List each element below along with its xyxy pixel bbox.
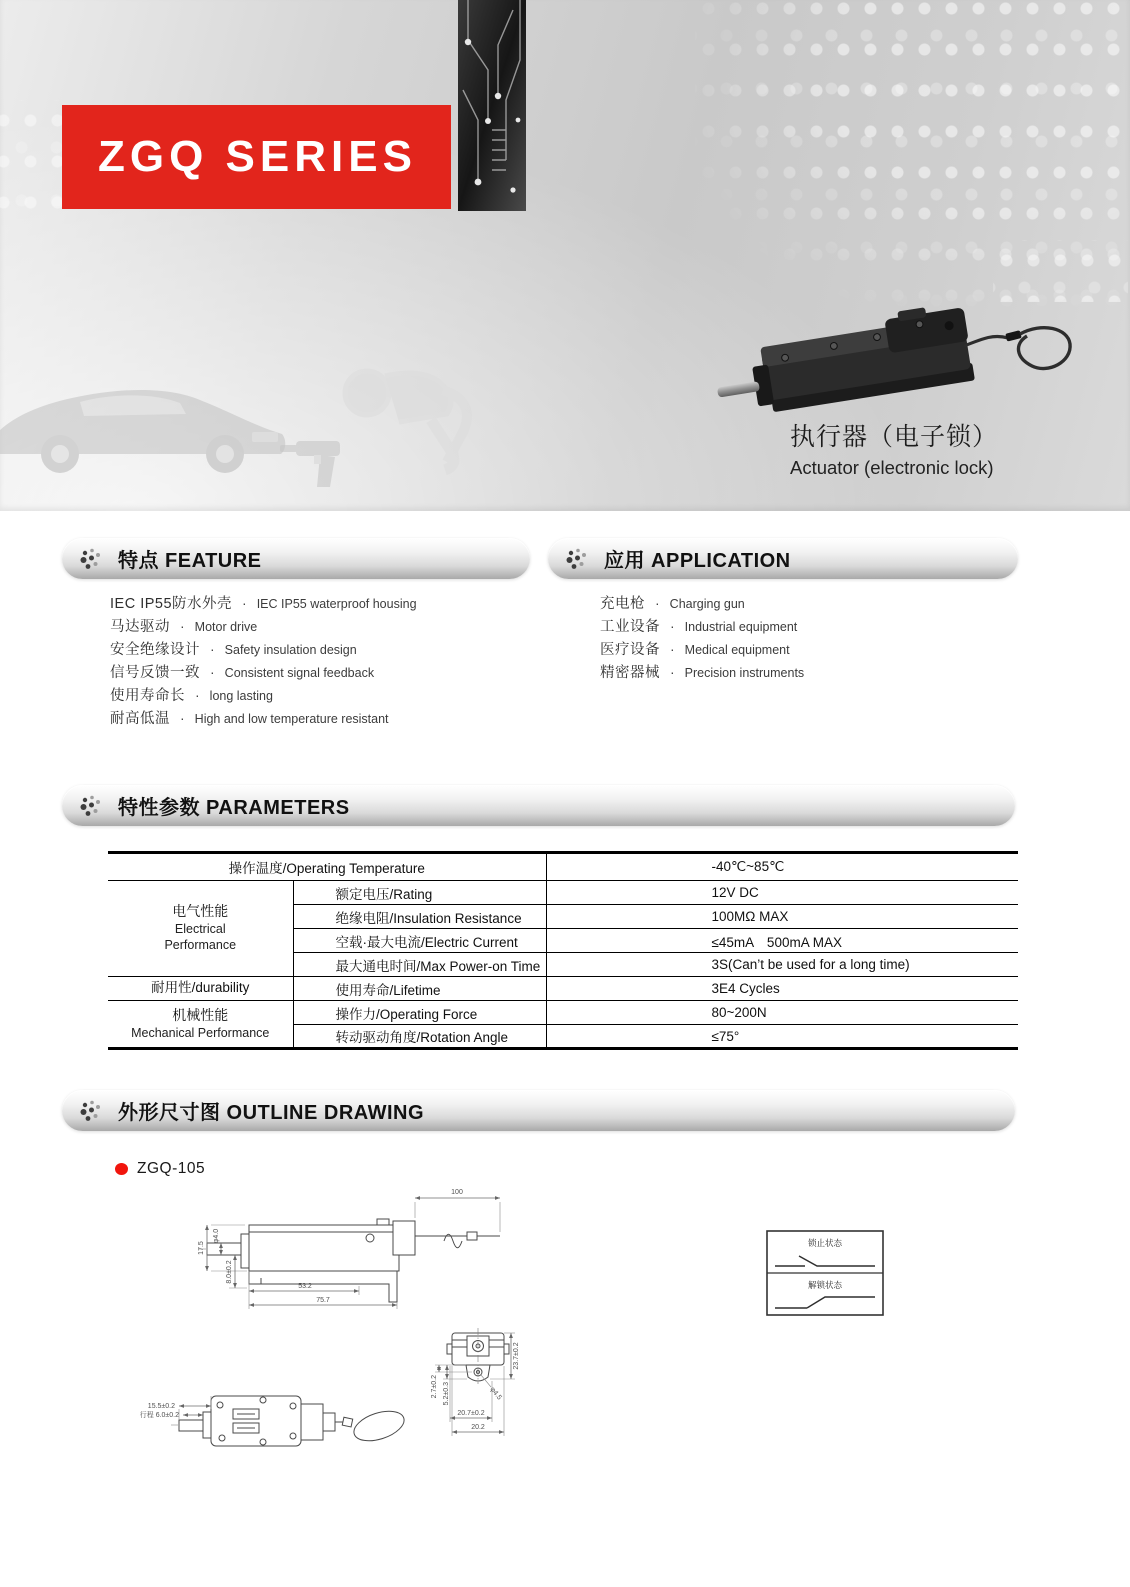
application-en: Medical equipment [684, 643, 790, 657]
dim-pin-length: 15.5±0.2 [147, 1403, 175, 1410]
feature-zh: 使用寿命长 [110, 688, 185, 704]
list-item [600, 661, 804, 684]
list-item [110, 615, 417, 638]
list-item [110, 661, 417, 684]
param-value: 3E4 Cycles [546, 977, 1018, 1001]
dot-separator: · [242, 595, 247, 611]
dim-end-hole: φ4.5 [488, 1385, 503, 1402]
param-label: 绝缘电阻/Insulation Resistance [293, 905, 546, 929]
feature-en: Consistent signal feedback [224, 666, 375, 680]
list-item [600, 592, 804, 615]
application-en: Industrial equipment [684, 620, 798, 634]
param-label: 使用寿命/Lifetime [293, 977, 546, 1001]
parameters-table [108, 851, 1018, 1050]
param-label: 空载·最大电流/Electric Current [293, 929, 546, 953]
param-label: 操作力/Operating Force [293, 1001, 546, 1025]
param-value: 100MΩ MAX [546, 905, 1018, 929]
end-view-drawing [431, 1328, 520, 1436]
param-value: ≤45mA 500mA MAX [546, 929, 1018, 953]
feature-list [110, 592, 417, 730]
group-zh: 机械性能 [172, 1006, 229, 1023]
param-value: 3S(Can’t be used for a long time) [546, 953, 1018, 977]
application-list [600, 592, 804, 684]
dim-end-d5: 23.7±0.2 [513, 1342, 520, 1370]
dim-end-d3: 20.7±0.2 [457, 1410, 485, 1417]
param-value: -40℃~85℃ [546, 853, 1018, 881]
param-group-durability: 耐用性/durability [108, 977, 293, 1001]
outline-heading: 外形尺寸图 OUTLINE DRAWING [118, 1102, 425, 1124]
application-heading: 应用 APPLICATION [604, 550, 791, 572]
group-en: Mechanical Performance [131, 1025, 270, 1040]
list-item [600, 615, 804, 638]
car-watermark [0, 348, 312, 508]
feature-zh: 耐高低温 [110, 711, 170, 727]
param-value: ≤75° [546, 1025, 1018, 1049]
feature-zh: 信号反馈一致 [110, 665, 200, 681]
series-title: ZGQ SERIES [98, 132, 417, 181]
table-row [108, 1001, 1018, 1025]
top-view-drawing [140, 1396, 408, 1446]
dim-total-length: 75.7 [316, 1297, 330, 1304]
dot-separator: · [180, 710, 185, 726]
feature-en: Motor drive [194, 620, 258, 634]
param-label: 额定电压/Rating [293, 881, 546, 905]
red-bullet-icon [115, 1163, 128, 1175]
list-item [110, 638, 417, 661]
product-name-zh: 执行器（电子锁） [790, 423, 999, 451]
feature-zh: 马达驱动 [110, 619, 170, 635]
parameters-heading: 特性参数 PARAMETERS [118, 797, 350, 819]
table-row [108, 881, 1018, 905]
section-header-parameters [62, 785, 1015, 826]
dots-cluster-icon [79, 547, 105, 571]
feature-zh: 安全绝缘设计 [110, 642, 200, 658]
application-zh: 充电枪 [600, 596, 645, 612]
series-banner [62, 105, 451, 209]
section-header-feature [62, 538, 530, 579]
dot-separator: · [195, 687, 200, 703]
unlocked-state-label: 解锁状态 [807, 1280, 843, 1290]
model-row [115, 1160, 205, 1178]
param-value: 80~200N [546, 1001, 1018, 1025]
feature-en: Safety insulation design [224, 643, 357, 657]
param-label: 最大通电时间/Max Power-on Time [293, 953, 546, 977]
charging-gun-watermark [335, 358, 485, 483]
dim-pin-offset: 8.0±0.2 [226, 1260, 233, 1284]
lock-state-diagram [767, 1231, 883, 1315]
param-group-mechanical [108, 1001, 293, 1049]
list-item [110, 707, 417, 730]
dot-separator: · [670, 618, 675, 634]
circuit-board-image [458, 0, 526, 211]
application-en: Charging gun [669, 597, 745, 611]
dim-end-d1: 2.7±0.2 [431, 1375, 438, 1399]
feature-en: long lasting [209, 689, 273, 703]
list-item [110, 684, 417, 707]
table-row [108, 977, 1018, 1001]
group-zh: 电气性能 [172, 902, 229, 919]
dim-body-length: 53.2 [298, 1283, 312, 1290]
side-view-drawing [198, 1189, 500, 1309]
dot-separator: · [670, 641, 675, 657]
feature-zh: IEC IP55防水外壳 [110, 596, 233, 612]
dot-separator: · [210, 641, 215, 657]
model-number: ZGQ-105 [137, 1160, 206, 1177]
dots-cluster-icon [79, 1099, 105, 1123]
feature-en: High and low temperature resistant [194, 712, 389, 726]
dim-end-d4: 20.2 [471, 1424, 485, 1431]
group-en: Performance [164, 938, 237, 953]
group-en: Electrical [174, 921, 226, 936]
table-row [108, 853, 1018, 881]
dot-separator: · [210, 664, 215, 680]
locked-state-label: 锁止状态 [807, 1238, 843, 1248]
dots-cluster-icon [79, 794, 105, 818]
application-zh: 医疗设备 [600, 642, 660, 658]
feature-en: IEC IP55 waterproof housing [256, 597, 417, 611]
dot-separator: · [655, 595, 660, 611]
dot-separator: · [670, 664, 675, 680]
product-name-en: Actuator (electronic lock) [790, 457, 994, 478]
hero-header [0, 0, 1130, 511]
dim-end-d2: 5.2±0.3 [443, 1382, 450, 1406]
dim-pin-diameter: φ4.0 [213, 1228, 220, 1244]
product-caption [790, 425, 998, 478]
list-item [600, 638, 804, 661]
section-header-application [548, 538, 1018, 579]
param-group-electrical [108, 881, 293, 977]
param-value: 12V DC [546, 881, 1018, 905]
dot-separator: · [180, 618, 185, 634]
list-item [110, 592, 417, 615]
outline-drawings [95, 1178, 975, 1508]
param-label: 转动驱动角度/Rotation Angle [293, 1025, 546, 1049]
dim-stroke: 行程 6.0±0.2 [139, 1412, 179, 1419]
dim-cable-length: 100 [451, 1189, 463, 1196]
section-header-outline [62, 1090, 1015, 1131]
application-en: Precision instruments [684, 666, 805, 680]
feature-heading: 特点 FEATURE [118, 550, 262, 572]
dots-cluster-icon [565, 547, 591, 571]
param-label: 操作温度/Operating Temperature [108, 853, 546, 881]
application-zh: 精密器械 [600, 665, 660, 681]
dim-height: 17.5 [198, 1241, 205, 1255]
application-zh: 工业设备 [600, 619, 660, 635]
